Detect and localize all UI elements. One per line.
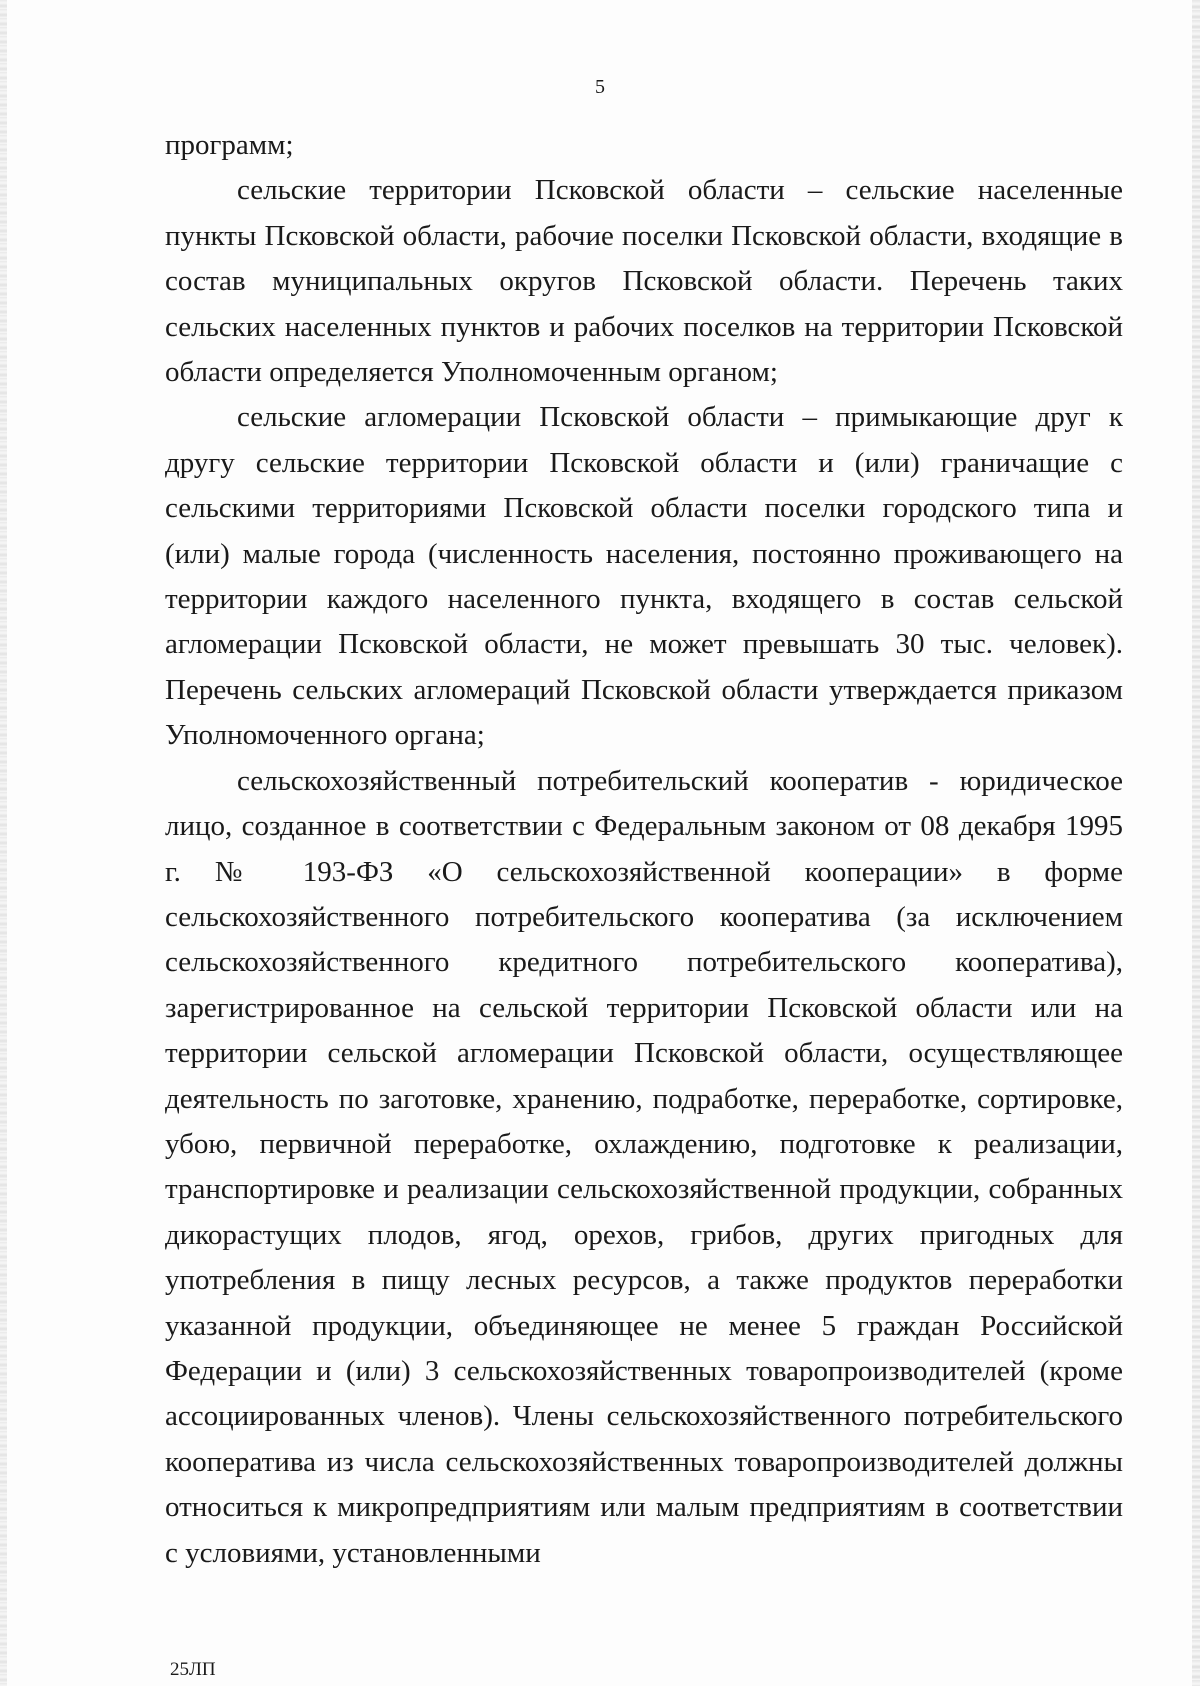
paragraph-rural-agglomerations: сельские агломерации Псковской области – примыкающие друг к другу сельские территории Псковской области и (или) граничащие с сельскими территориями Псковской области поселки городского типа и (или) малые города (численность населения, постоянно проживающего на территории каждого населенного пункта, входящего в состав сельской агломерации Псковской области, не может превышать 30 тыс. человек). Перечень сельских агломераций Псковской области утверждается приказом Уполномоченного органа;	[165, 401, 1123, 752]
paragraph-continuation: программ;	[165, 129, 294, 161]
paragraph-consumer-cooperative: сельскохозяйственный потребительский кооператив - юридическое лицо, созданное в соответствии с Федеральным законом от 08 декабря 1995 г. № 193-ФЗ «О сельскохозяйственной кооперации» в форме сельскохозяйственного потребительского кооператива (за исключением сельскохозяйственного кредитного потребительского кооператива), зарегистрированное на сельской территории Псковской области или на территории сельской агломерации Псковской области, осуществляющее деятельность по заготовке, хранению, подработке, переработке, сортировке, убою, первичной переработке, охлаждению, подготовке к реализации, транспортировке и реализации сельскохозяйственной продукции, собранных дикорастущих плодов, ягод, орехов, грибов, других пригодных для употребления в пищу лесных ресурсов, а также продуктов переработки указанной продукции, объединяющее не менее 5 граждан Российской Федерации и (или) 3 сельскохозяйственных товаропроизводителей (кроме ассоциированных членов). Члены сельскохозяйственного потребительского кооператива из числа сельскохозяйственных товаропроизводителей должны относиться к микропредприятиям или малым предприятиям в соответствии с условиями, установленными	[165, 764, 1123, 1569]
footer-code: 25ЛП	[170, 1659, 216, 1680]
paragraph-rural-territories: сельские территории Псковской области – сельские населенные пункты Псковской области, рабочие поселки Псковской области, входящие в состав муниципальных округов Псковской области. Перечень таких сельских населенных пунктов и рабочих поселков на территории Псковской области определяется Уполномоченным органом;	[165, 174, 1123, 389]
document-body	[165, 123, 1123, 1576]
scan-edge-right	[1192, 0, 1200, 1686]
page-number: 5	[595, 76, 605, 98]
scan-edge-left	[0, 0, 7, 1686]
